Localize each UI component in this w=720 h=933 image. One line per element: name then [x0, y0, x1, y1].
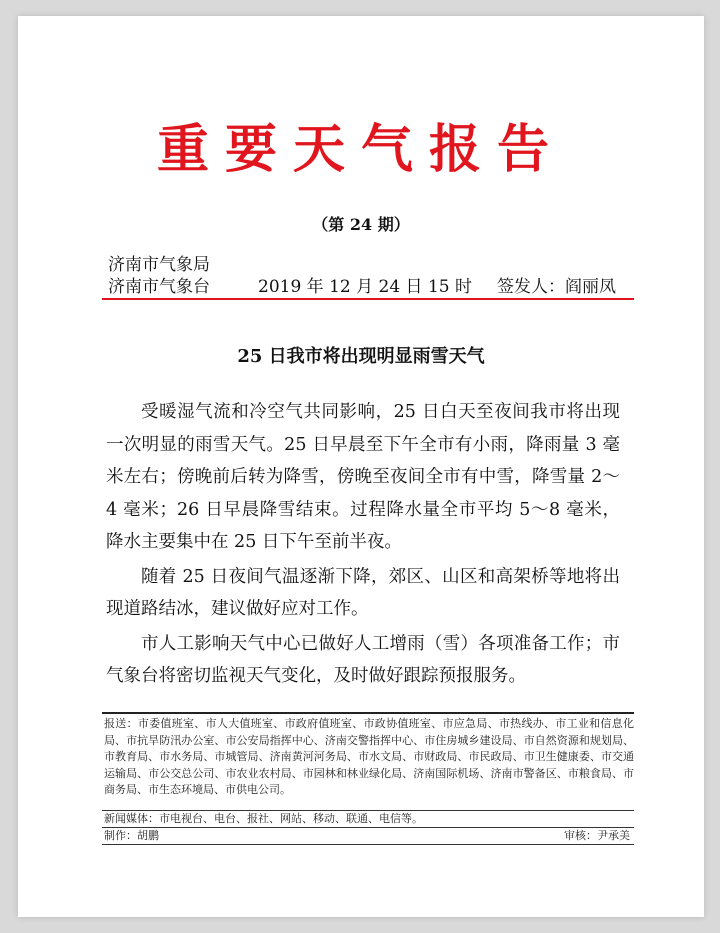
reviewer: 审核：尹承美	[564, 829, 630, 842]
footer-bottom-rule	[102, 844, 634, 845]
report-headline: 25 日我市将出现明显雨雪天气	[237, 346, 485, 367]
signer: 签发人：阎丽凤	[497, 277, 616, 297]
media-list: 新闻媒体：市电视台、电台、报社、网站、移动、联通、电信等。	[104, 812, 423, 825]
report-title: 重要天气报告	[156, 119, 565, 180]
issuing-org-bureau: 济南市气象局	[108, 255, 210, 275]
issue-number: （第 24 期）	[312, 215, 410, 234]
footer	[104, 828, 630, 844]
body-paragraph: 随着 25 日夜间气温逐渐下降，郊区、山区和高架桥等地将出现道路结冰，建议做好应对工作。	[106, 566, 620, 619]
distribution-top-rule	[102, 712, 634, 714]
issuing-line	[108, 272, 628, 297]
issuing-org-observatory: 济南市气象台	[108, 277, 210, 297]
issue-date: 2019 年 12 月 24 日 15 时	[258, 277, 472, 297]
body-paragraph: 市人工影响天气中心已做好人工增雨（雪）各项准备工作；市气象台将密切监视天气变化，及时做好跟踪预报服务。	[106, 633, 620, 686]
distribution-list: 报送：市委值班室、市人大值班室、市政府值班室、市政协值班室、市应急局、市热线办、市工业和信息化局、市抗旱防汛办公室、市公安局指挥中心、济南交警指挥中心、市住房城乡建设局、市自然资源和规划局、市教育局、市水务局、市城管局、济南黄河河务局、市水文局、市财政局、市民政局、市卫生健康委、市交通运输局、市公交总公司、市农业农村局、市园林和林业绿化局、济南国际机场、济南市警备区、市粮食局、市商务局、市生态环境局、市供电公司。	[104, 717, 634, 796]
report-body	[106, 396, 620, 693]
maker: 制作：胡鹏	[104, 829, 159, 842]
body-paragraph: 受暖湿气流和冷空气共同影响，25 日白天至夜间我市将出现一次明显的雨雪天气。25 日早晨至下午全市有小雨，降雨量 3 毫米左右；傍晚前后转为降雪，傍晚至夜间全市有中雪，降雪量 2～4 毫米；26 日早晨降雪结束。过程降水量全市平均 5～8 毫米，降水主要集中在 25 日下午至前半夜。	[106, 402, 620, 552]
document-page	[18, 16, 704, 917]
header-divider	[102, 298, 634, 300]
